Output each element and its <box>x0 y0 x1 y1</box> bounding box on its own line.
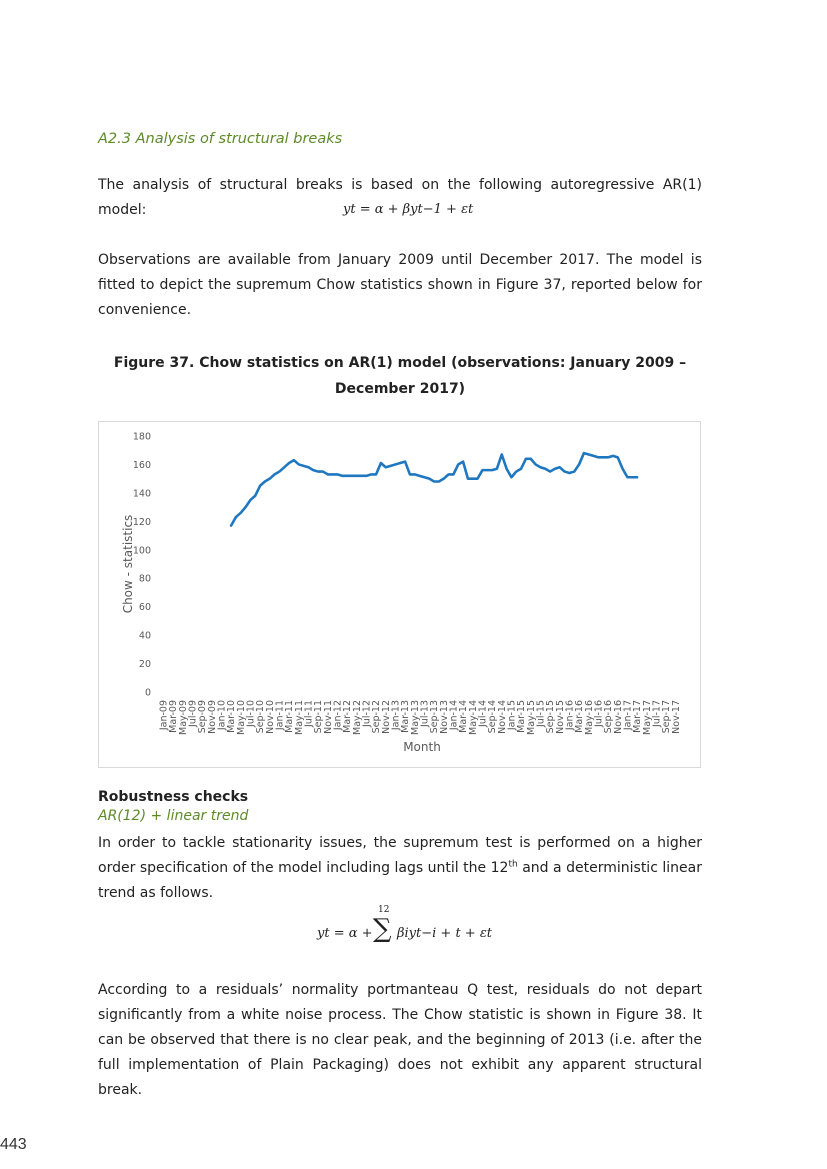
x-tick-label: Mar-09 <box>168 700 180 733</box>
y-tick-label: 20 <box>138 659 151 671</box>
x-tick-label: Nov-17 <box>670 700 682 734</box>
y-tick-label: 40 <box>138 630 151 642</box>
x-tick-label: Nov-09 <box>206 700 218 734</box>
stationarity-sup: th <box>508 859 518 870</box>
equation-ar12-sigma: ∑ <box>373 914 392 944</box>
x-tick-label: Jul-16 <box>593 700 605 727</box>
x-tick-label: Nov-14 <box>496 700 508 734</box>
y-tick-label: 60 <box>138 602 151 614</box>
x-tick-label: May-11 <box>293 700 305 735</box>
equation-ar12-upper: 12 <box>378 905 390 915</box>
x-tick-label: Jul-13 <box>419 700 431 727</box>
x-tick-label: Jul-17 <box>651 700 663 727</box>
y-tick-label: 160 <box>132 459 151 471</box>
figure-title-line2: December 2017) <box>334 381 466 397</box>
figure-title <box>98 350 702 402</box>
x-tick-label: Jul-12 <box>361 700 373 727</box>
x-tick-label: Jan-12 <box>332 700 344 731</box>
x-tick-label: Jan-09 <box>158 700 170 731</box>
x-tick-label: Nov-16 <box>612 700 624 734</box>
x-tick-label: Jul-10 <box>245 700 257 727</box>
equation-ar1 <box>343 202 473 217</box>
x-tick-label: May-09 <box>177 700 189 735</box>
y-tick-label: 180 <box>132 431 151 443</box>
equation-ar12 <box>317 906 517 946</box>
x-tick-label: Jul-09 <box>187 700 199 727</box>
y-tick-label: 80 <box>138 573 151 585</box>
x-tick-label: Sep-11 <box>313 700 325 734</box>
residuals-paragraph: According to a residuals’ normality portmanteau Q test, residuals do not depart significantly from a white noise process. The Chow statistic is shown in Figure 38. It can be observed that there is no clear peak, and the beginning of 2013 (i.e. after the full implementation of Plain Packaging) does not exhibit any apparent structural break. <box>98 982 702 1098</box>
x-tick-label: May-17 <box>641 700 653 735</box>
x-tick-label: Sep-15 <box>545 700 557 734</box>
chow-series-line <box>231 453 637 526</box>
section-title: A2.3 Analysis of structural breaks <box>98 131 343 147</box>
observations-paragraph: Observations are available from January 2009 until December 2017. The model is fitted to depict the supremum Chow statistics shown in Figure 37, reported below for convenience. <box>98 252 702 318</box>
x-tick-label: Sep-16 <box>603 700 615 734</box>
x-tick-label: Mar-16 <box>574 700 586 733</box>
x-tick-label: Jan-17 <box>622 700 634 731</box>
x-tick-label: Nov-12 <box>380 700 392 734</box>
x-tick-label: Jan-10 <box>216 700 228 731</box>
intro-paragraph: The analysis of structural breaks is based on the following autoregressive AR(1) model: <box>98 177 702 218</box>
y-axis-title: Chow - statistics <box>121 514 135 614</box>
chow-chart <box>98 421 701 768</box>
y-tick-label: 0 <box>144 687 151 699</box>
x-tick-label: May-13 <box>409 700 421 735</box>
x-tick-label: Sep-17 <box>661 700 673 734</box>
x-tick-label: Mar-13 <box>400 700 412 733</box>
x-tick-label: Nov-13 <box>438 700 450 734</box>
figure-title-line1: Figure 37. Chow statistics on AR(1) model (observations: January 2009 – <box>113 355 687 371</box>
stationarity-text-post: and a deterministic linear trend as follows. <box>98 860 703 901</box>
x-tick-label: Mar-11 <box>284 700 296 733</box>
x-tick-label: Sep-10 <box>255 700 267 734</box>
equation-ar12-rhs: βiyt−i + t + εt <box>397 926 493 941</box>
x-tick-label: Mar-17 <box>632 700 644 733</box>
x-tick-label: Jan-13 <box>390 700 402 731</box>
equation-ar12-lhs: yt = α + <box>317 926 373 941</box>
x-tick-label: Nov-11 <box>322 700 334 734</box>
robustness-subtitle: AR(12) + linear trend <box>98 808 249 824</box>
x-axis-title: Month <box>403 740 441 754</box>
x-tick-label: Jan-16 <box>564 700 576 731</box>
x-tick-label: Jul-14 <box>477 700 489 727</box>
y-tick-label: 120 <box>132 516 151 528</box>
x-tick-label: Sep-12 <box>371 700 383 734</box>
x-tick-label: May-10 <box>235 700 247 735</box>
x-tick-label: Jul-11 <box>303 700 315 727</box>
stationarity-paragraph <box>98 831 702 906</box>
page-number: 443 <box>0 1136 27 1153</box>
x-tick-label: Jan-14 <box>448 700 460 731</box>
x-tick-label: Sep-09 <box>197 700 209 734</box>
chart-svg <box>99 422 702 769</box>
x-tick-label: May-16 <box>583 700 595 735</box>
x-tick-label: Sep-14 <box>487 700 499 734</box>
x-tick-label: May-12 <box>351 700 363 735</box>
x-tick-label: May-15 <box>525 700 537 735</box>
x-tick-label: Mar-10 <box>226 700 238 733</box>
y-tick-label: 140 <box>132 488 151 500</box>
x-tick-label: Jul-15 <box>535 700 547 727</box>
x-tick-label: Sep-13 <box>429 700 441 734</box>
robustness-title: Robustness checks <box>98 789 249 805</box>
x-tick-label: Mar-12 <box>342 700 354 733</box>
equation-ar1-text: yt = α + βyt−1 + εt <box>343 202 474 217</box>
x-tick-label: Jan-11 <box>274 700 286 731</box>
x-tick-label: Nov-10 <box>264 700 276 734</box>
y-tick-label: 100 <box>132 545 151 557</box>
x-tick-label: Nov-15 <box>554 700 566 734</box>
x-tick-label: May-14 <box>467 700 479 735</box>
x-tick-label: Jan-15 <box>506 700 518 731</box>
x-tick-label: Mar-14 <box>458 700 470 733</box>
stationarity-text-pre: In order to tackle stationarity issues, the supremum test is performed on a higher order specification of the model including lags until the 12 <box>98 835 702 876</box>
x-tick-label: Mar-15 <box>516 700 528 733</box>
